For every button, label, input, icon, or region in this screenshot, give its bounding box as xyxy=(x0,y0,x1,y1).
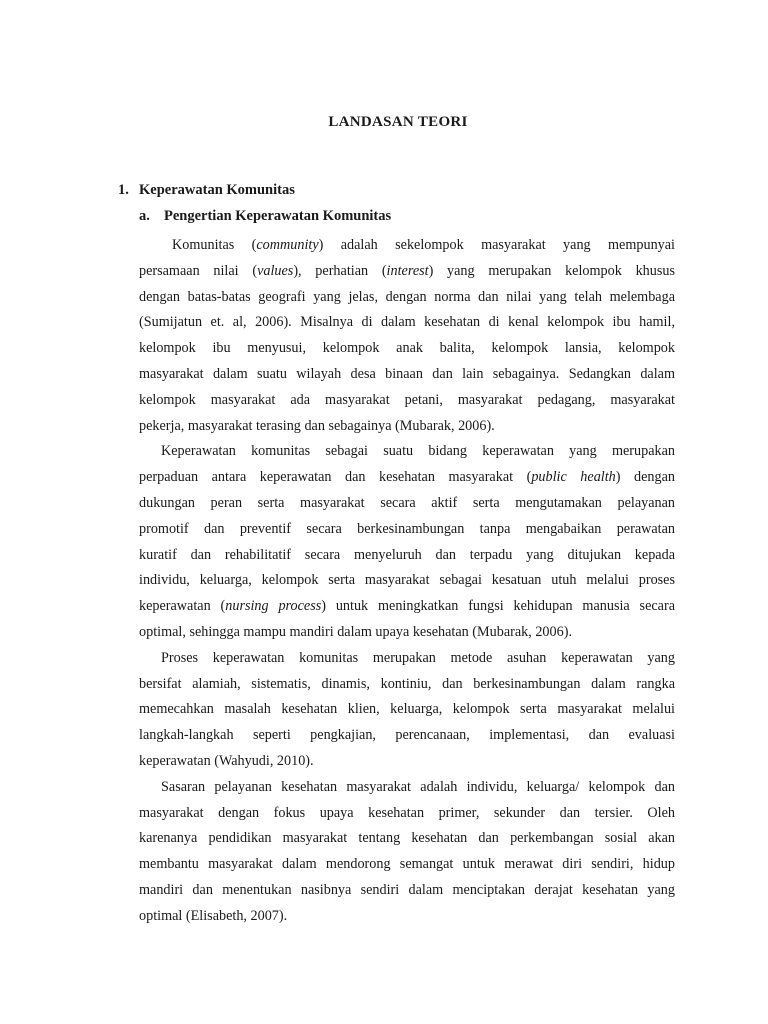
text-run: Sasaran pelayanan kesehatan masyarakat adalah individu, keluarga/ kelompok dan xyxy=(161,778,675,795)
text-run: ) yang merupakan kelompok khusus xyxy=(428,262,675,279)
text-run: individu, keluarga, kelompok serta masyarakat sebagai kesatuan utuh melalui proses xyxy=(139,572,675,589)
italic-term: community xyxy=(256,237,319,253)
section-title: Keperawatan Komunitas xyxy=(139,182,295,198)
paragraph xyxy=(139,775,675,930)
paragraph-line xyxy=(139,543,675,569)
text-run: promotif dan preventif secara berkesinambungan tanpa mengabaikan perawatan xyxy=(139,520,675,537)
text-run: dukungan peran serta masyarakat secara aktif serta mengutamakan pelayanan xyxy=(139,494,675,511)
paragraph-line xyxy=(139,465,675,491)
subsection-title: Pengertian Keperawatan Komunitas xyxy=(164,208,392,224)
text-run: masyarakat dengan fokus upaya kesehatan primer, sekunder dan tersier. Oleh xyxy=(139,804,675,821)
text-run: kuratif dan rehabilitatif secara menyeluruh dan terpadu yang ditujukan kepada xyxy=(139,546,675,563)
paragraph-line xyxy=(139,749,675,775)
paragraph-line xyxy=(139,414,675,440)
subsection-number: a. xyxy=(139,208,150,224)
italic-term: nursing process xyxy=(225,598,322,615)
paragraph-line xyxy=(139,672,675,698)
subsection-heading xyxy=(139,208,391,225)
paragraph-line xyxy=(139,336,675,362)
paragraph-line xyxy=(139,362,675,388)
text-run: ) dengan xyxy=(615,469,675,486)
body-text xyxy=(139,233,675,930)
paragraph-line xyxy=(139,646,675,672)
text-run: membantu masyarakat dalam mendorong semangat untuk merawat diri sendiri, hidup xyxy=(139,856,675,873)
page-title: LANDASAN TEORI xyxy=(328,114,468,130)
text-run: karenanya pendidikan masyarakat tentang kesehatan dan perkembangan sosial akan xyxy=(139,830,675,847)
paragraph-line xyxy=(139,620,675,646)
text-run: Proses keperawatan komunitas merupakan metode asuhan keperawatan yang xyxy=(161,649,675,666)
paragraph-line xyxy=(139,568,675,594)
text-run: dengan batas-batas geografi yang jelas, dengan norma dan nilai yang telah melembaga xyxy=(139,288,675,305)
text-run: kelompok ibu menyusui, kelompok anak balita, kelompok lansia, kelompok xyxy=(139,340,675,357)
section-heading xyxy=(118,182,295,199)
paragraph-line xyxy=(139,310,675,336)
paragraph-line xyxy=(139,878,675,904)
text-run: keperawatan (Wahyudi, 2010). xyxy=(139,752,314,769)
paragraph-line xyxy=(139,697,675,723)
text-run: ) untuk meningkatkan fungsi kehidupan manusia secara xyxy=(321,598,675,615)
paragraph-line xyxy=(139,517,675,543)
text-run: keperawatan ( xyxy=(139,598,226,615)
text-run: ), perhatian ( xyxy=(293,262,387,279)
paragraph-line xyxy=(139,594,675,620)
text-run: optimal, sehingga mampu mandiri dalam upaya kesehatan (Mubarak, 2006). xyxy=(139,623,572,640)
paragraph-line xyxy=(139,826,675,852)
text-run: mandiri dan menentukan nasibnya sendiri dalam menciptakan derajat kesehatan yang xyxy=(139,881,675,898)
paragraph-line xyxy=(139,723,675,749)
paragraph-line xyxy=(139,388,675,414)
paragraph-line xyxy=(139,904,675,930)
text-run: Keperawatan komunitas sebagai suatu bidang keperawatan yang merupakan xyxy=(161,443,675,460)
section-number: 1. xyxy=(118,182,129,198)
paragraph-line xyxy=(139,259,675,285)
paragraph-line xyxy=(139,233,675,259)
text-run: (Sumijatun et. al, 2006). Misalnya di dalam kesehatan di kenal kelompok ibu hamil, xyxy=(139,314,675,331)
text-run: optimal (Elisabeth, 2007). xyxy=(139,907,288,924)
text-run: persamaan nilai ( xyxy=(139,262,258,279)
text-run: Komunitas ( xyxy=(172,237,257,253)
paragraph-line xyxy=(139,801,675,827)
paragraph xyxy=(139,646,675,775)
text-run: perpaduan antara keperawatan dan kesehatan masyarakat ( xyxy=(139,469,532,486)
text-run: ) adalah sekelompok masyarakat yang mempunyai xyxy=(318,237,675,253)
paragraph-line xyxy=(139,852,675,878)
paragraph xyxy=(139,233,675,439)
text-run: langkah-langkah seperti pengkajian, perencanaan, implementasi, dan evaluasi xyxy=(139,727,675,744)
paragraph-line xyxy=(139,285,675,311)
italic-term: public health xyxy=(531,469,616,486)
paragraph-line xyxy=(139,439,675,465)
text-run: kelompok masyarakat ada masyarakat petani, masyarakat pedagang, masyarakat xyxy=(139,391,675,408)
paragraph-line xyxy=(139,775,675,801)
italic-term: values xyxy=(257,262,294,279)
text-run: memecahkan masalah kesehatan klien, keluarga, kelompok serta masyarakat melalui xyxy=(139,701,675,718)
paragraph-line xyxy=(139,491,675,517)
italic-term: interest xyxy=(386,262,429,279)
text-run: masyarakat dalam suatu wilayah desa binaan dan lain sebagainya. Sedangkan dalam xyxy=(139,365,675,382)
text-run: pekerja, masyarakat terasing dan sebagainya (Mubarak, 2006). xyxy=(139,417,495,434)
text-run: bersifat alamiah, sistematis, dinamis, kontiniu, dan berkesinambungan dalam rangka xyxy=(139,675,675,692)
paragraph xyxy=(139,439,675,645)
